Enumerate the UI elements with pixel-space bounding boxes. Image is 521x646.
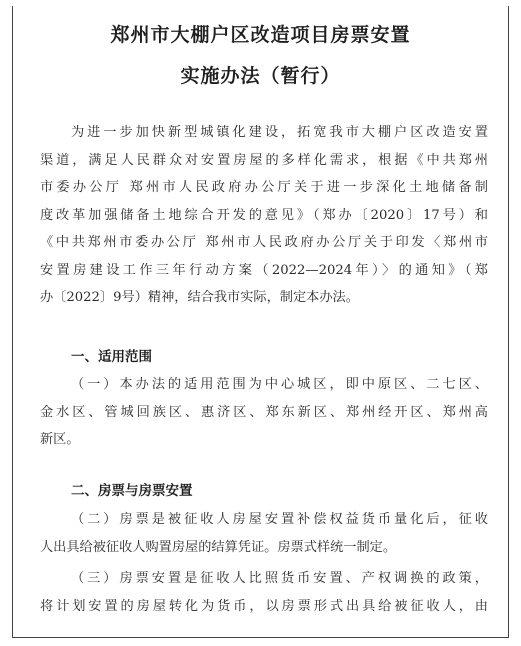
- intro-line: 渠道，满足人民群众对安置房屋的多样化需求，根据《中共郑州: [40, 152, 488, 168]
- section1-line: 金水区、管城回族区、惠济区、郑东新区、郑州经开区、郑州高: [40, 404, 488, 420]
- document-title-line1: 郑州市大棚户区改造项目房票安置: [110, 24, 411, 46]
- section1-line: （一）本办法的适用范围为中心城区，即中原区、二七区、: [71, 377, 488, 392]
- intro-line: 度改革加强储备土地综合开发的意见》（郑办〔2020〕17号）和: [40, 207, 488, 223]
- section-heading: 二、房票与房票安置: [71, 483, 193, 499]
- intro-line: 市委办公厅 郑州市人民政府办公厅关于进一步深化土地储备制: [40, 180, 488, 195]
- intro-line: 为进一步加快新型城镇化建设，拓宽我市大棚户区改造安置: [71, 125, 488, 140]
- section2-paragraph-2: [40, 565, 488, 620]
- section2-line: 人出具给被征收人购置房屋的结算凭证。房票式样统一制定。: [40, 539, 397, 555]
- section2-line: （三）房票安置是征收人比照货币安置、产权调换的政策，: [71, 571, 488, 586]
- section2-paragraph-1: [40, 506, 488, 561]
- section2-line: （二）房票是被征收人房屋安置补偿权益货币量化后，征收: [71, 512, 488, 527]
- document-title-line2: 实施办法（暂行）: [180, 65, 341, 87]
- section1-paragraph: [40, 371, 488, 454]
- intro-line: 办〔2022〕9号）精神，结合我市实际，制定本办法。: [40, 290, 359, 305]
- intro-line: 安置房建设工作三年行动方案（2022—2024年）〉的通知》（郑: [40, 262, 488, 278]
- intro-line: 《中共郑州市委办公厅 郑州市人民政府办公厅关于印发〈郑州市: [40, 235, 488, 250]
- intro-paragraph: [40, 119, 488, 312]
- section1-line: 新区。: [40, 432, 80, 447]
- section-heading: 一、适用范围: [71, 349, 152, 365]
- section2-line: 将计划安置的房屋转化为货币，以房票形式出具给被征收人，由: [40, 598, 488, 614]
